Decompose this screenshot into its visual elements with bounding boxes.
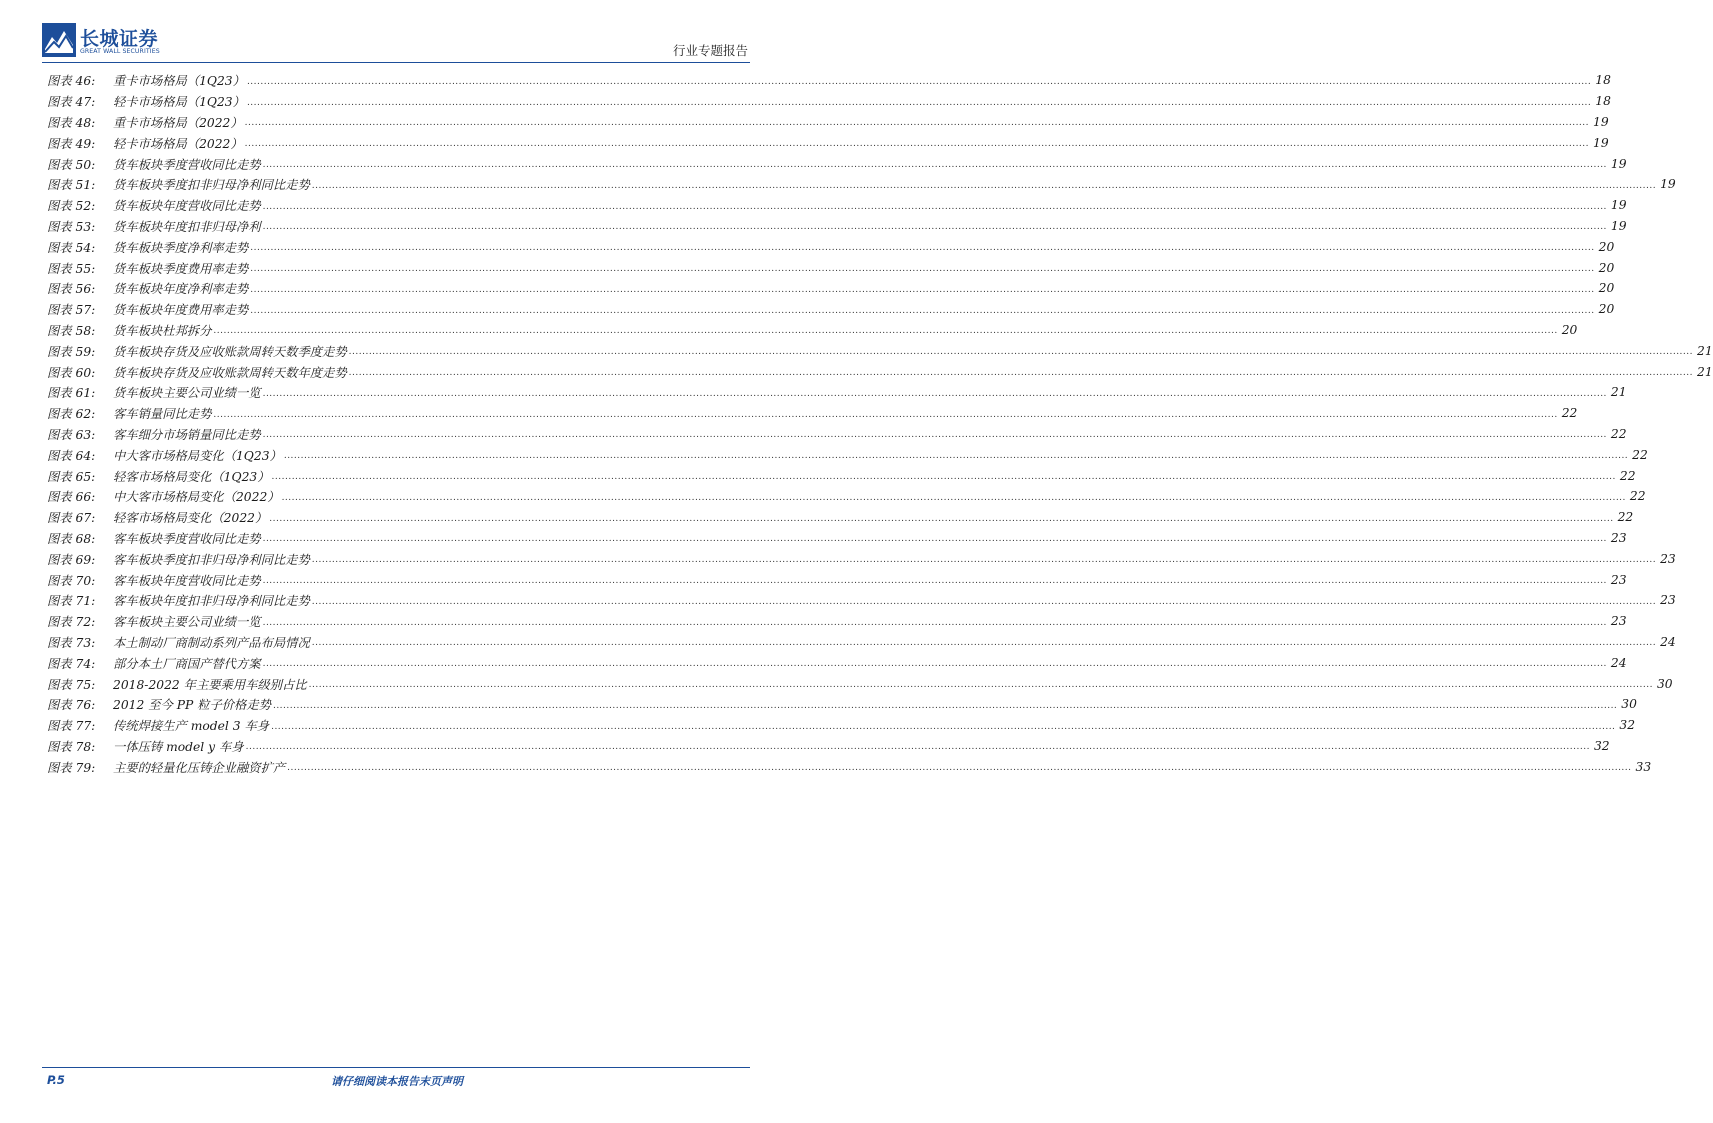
footer-disclaimer: 请仔细阅读本报告末页声明 bbox=[331, 1075, 463, 1088]
toc-dot-leader: ................................................................................................................................................................................................................................................................................................................................................................................................................ bbox=[311, 555, 1657, 566]
toc-entry-page: 22 bbox=[1610, 426, 1627, 441]
toc-entry[interactable] bbox=[47, 70, 1611, 91]
toc-entry[interactable] bbox=[47, 340, 1713, 361]
toc-entry-title: 中大客市场格局变化（2022） bbox=[113, 490, 280, 505]
toc-entry-label: 图表 73: bbox=[47, 635, 96, 650]
toc-entry-page: 20 bbox=[1561, 322, 1578, 337]
toc-entry-label: 图表 71: bbox=[47, 594, 96, 609]
toc-dot-leader: ................................................................................................................................................................................................................................................................................................................................................................................................................ bbox=[246, 76, 1592, 87]
toc-entry[interactable] bbox=[47, 174, 1676, 195]
toc-entry[interactable] bbox=[47, 590, 1676, 611]
toc-entry-label: 图表 47: bbox=[47, 95, 96, 110]
toc-entry-page: 19 bbox=[1610, 198, 1627, 213]
toc-entry-label: 图表 63: bbox=[47, 427, 96, 442]
toc-entry[interactable] bbox=[47, 112, 1609, 133]
toc-dot-leader: ................................................................................................................................................................................................................................................................................................................................................................................................................ bbox=[245, 742, 1590, 753]
toc-entry-page: 20 bbox=[1598, 281, 1615, 296]
toc-entry-label: 图表 54: bbox=[47, 240, 96, 255]
toc-entry-title: 客车板块年度营收同比走势 bbox=[113, 573, 261, 588]
toc-dot-leader: ................................................................................................................................................................................................................................................................................................................................................................................................................ bbox=[262, 159, 1607, 170]
toc-entry-label: 图表 69: bbox=[47, 552, 96, 567]
toc-dot-leader: ................................................................................................................................................................................................................................................................................................................................................................................................................ bbox=[262, 222, 1607, 233]
toc-entry-label: 图表 72: bbox=[47, 615, 96, 630]
header-divider bbox=[42, 62, 750, 63]
toc-entry-page: 19 bbox=[1610, 218, 1627, 233]
toc-entry-page: 18 bbox=[1595, 94, 1611, 109]
toc-entry-page: 19 bbox=[1593, 135, 1609, 150]
toc-entry-title: 传统焊接生产 model 3 车身 bbox=[113, 719, 270, 734]
toc-entry-page: 20 bbox=[1598, 302, 1615, 317]
toc-entry[interactable] bbox=[47, 320, 1578, 341]
toc-entry-page: 23 bbox=[1660, 593, 1676, 608]
toc-entry-title: 货车板块主要公司业绩一览 bbox=[113, 386, 261, 401]
toc-entry-title: 客车细分市场销量同比走势 bbox=[113, 427, 261, 442]
toc-dot-leader: ................................................................................................................................................................................................................................................................................................................................................................................................................ bbox=[271, 471, 1616, 482]
toc-dot-leader: ................................................................................................................................................................................................................................................................................................................................................................................................................ bbox=[262, 430, 1607, 441]
toc-dot-leader: ................................................................................................................................................................................................................................................................................................................................................................................................................ bbox=[262, 534, 1607, 545]
toc-entry-label: 图表 51: bbox=[47, 178, 96, 193]
toc-entry[interactable] bbox=[47, 216, 1627, 237]
toc-dot-leader: ................................................................................................................................................................................................................................................................................................................................................................................................................ bbox=[272, 700, 1618, 711]
toc-entry-page: 23 bbox=[1660, 551, 1676, 566]
toc-entry[interactable] bbox=[47, 673, 1673, 694]
toc-entry-page: 24 bbox=[1660, 634, 1676, 649]
toc-entry-label: 图表 76: bbox=[47, 698, 96, 713]
toc-entry-label: 图表 52: bbox=[47, 199, 96, 214]
toc-entry[interactable] bbox=[47, 444, 1648, 465]
toc-entry[interactable] bbox=[47, 299, 1615, 320]
toc-dot-leader: ................................................................................................................................................................................................................................................................................................................................................................................................................ bbox=[250, 243, 1595, 254]
toc-entry-label: 图表 59: bbox=[47, 344, 96, 359]
toc-entry-page: 19 bbox=[1660, 177, 1676, 192]
toc-dot-leader: ................................................................................................................................................................................................................................................................................................................................................................................................................ bbox=[269, 513, 1614, 524]
toc-dot-leader: ................................................................................................................................................................................................................................................................................................................................................................................................................ bbox=[262, 201, 1607, 212]
toc-entry-title: 轻卡市场格局（1Q23） bbox=[113, 95, 245, 110]
toc-entry-label: 图表 55: bbox=[47, 261, 96, 276]
toc-entry[interactable] bbox=[47, 694, 1637, 715]
toc-entry-page: 21 bbox=[1697, 364, 1713, 379]
toc-entry-title: 部分本土厂商国产替代方案 bbox=[113, 656, 261, 671]
toc-dot-leader: ................................................................................................................................................................................................................................................................................................................................................................................................................ bbox=[244, 118, 1590, 129]
toc-entry-page: 19 bbox=[1593, 114, 1609, 129]
toc-entry[interactable] bbox=[47, 153, 1627, 174]
toc-entry-page: 23 bbox=[1610, 572, 1627, 587]
toc-dot-leader: ................................................................................................................................................................................................................................................................................................................................................................................................................ bbox=[348, 347, 1693, 358]
toc-entry-page: 22 bbox=[1632, 447, 1648, 462]
toc-dot-leader: ................................................................................................................................................................................................................................................................................................................................................................................................................ bbox=[262, 575, 1607, 586]
toc-dot-leader: ................................................................................................................................................................................................................................................................................................................................................................................................................ bbox=[262, 659, 1607, 670]
toc-dot-leader: ................................................................................................................................................................................................................................................................................................................................................................................................................ bbox=[250, 263, 1595, 274]
toc-entry-label: 图表 75: bbox=[47, 677, 96, 692]
toc-entry-label: 图表 50: bbox=[47, 157, 96, 172]
toc-dot-leader: ................................................................................................................................................................................................................................................................................................................................................................................................................ bbox=[287, 763, 1632, 774]
toc-entry-label: 图表 46: bbox=[47, 74, 96, 89]
toc-entry[interactable] bbox=[47, 507, 1634, 528]
toc-entry-label: 图表 53: bbox=[47, 219, 96, 234]
toc-entry-title: 货车板块季度净利率走势 bbox=[113, 240, 249, 255]
toc-entry-page: 20 bbox=[1598, 260, 1615, 275]
toc-entry[interactable] bbox=[47, 361, 1713, 382]
toc-entry-title: 轻卡市场格局（2022） bbox=[113, 136, 243, 151]
logo-english-name: GREAT WALL SECURITIES bbox=[80, 48, 160, 55]
toc-dot-leader: ................................................................................................................................................................................................................................................................................................................................................................................................................ bbox=[271, 721, 1616, 732]
toc-entry-title: 货车板块年度净利率走势 bbox=[113, 282, 249, 297]
toc-dot-leader: ................................................................................................................................................................................................................................................................................................................................................................................................................ bbox=[281, 492, 1626, 503]
toc-entry[interactable] bbox=[47, 611, 1627, 632]
toc-entry-title: 货车板块季度营收同比走势 bbox=[113, 157, 261, 172]
toc-entry-label: 图表 60: bbox=[47, 365, 96, 380]
toc-entry-title: 货车板块存货及应收账款周转天数年度走势 bbox=[113, 365, 347, 380]
toc-dot-leader: ................................................................................................................................................................................................................................................................................................................................................................................................................ bbox=[308, 679, 1653, 690]
toc-entry-label: 图表 62: bbox=[47, 407, 96, 422]
toc-entry-label: 图表 61: bbox=[47, 386, 96, 401]
toc-entry-page: 32 bbox=[1593, 738, 1610, 753]
toc-entry-title: 客车板块季度营收同比走势 bbox=[113, 531, 261, 546]
toc-entry-title: 货车板块杜邦拆分 bbox=[113, 323, 212, 338]
toc-dot-leader: ................................................................................................................................................................................................................................................................................................................................................................................................................ bbox=[311, 180, 1657, 191]
toc-entry-label: 图表 49: bbox=[47, 136, 96, 151]
toc-entry[interactable] bbox=[47, 715, 1636, 736]
toc-dot-leader: ................................................................................................................................................................................................................................................................................................................................................................................................................ bbox=[246, 97, 1592, 108]
toc-entry-page: 20 bbox=[1598, 239, 1615, 254]
toc-entry-title: 重卡市场格局（1Q23） bbox=[113, 74, 245, 89]
toc-entry-title: 一体压铸 model y 车身 bbox=[113, 739, 244, 754]
toc-entry-title: 客车板块年度扣非归母净利同比走势 bbox=[113, 594, 310, 609]
toc-entry-label: 图表 66: bbox=[47, 490, 96, 505]
toc-dot-leader: ................................................................................................................................................................................................................................................................................................................................................................................................................ bbox=[244, 139, 1590, 150]
figure-index-list bbox=[47, 70, 1713, 777]
toc-entry-label: 图表 68: bbox=[47, 531, 96, 546]
toc-dot-leader: ................................................................................................................................................................................................................................................................................................................................................................................................................ bbox=[262, 617, 1607, 628]
toc-entry[interactable] bbox=[47, 403, 1578, 424]
company-logo bbox=[42, 23, 172, 59]
toc-entry[interactable] bbox=[47, 278, 1615, 299]
toc-entry-page: 30 bbox=[1656, 676, 1673, 691]
toc-entry[interactable] bbox=[47, 486, 1646, 507]
toc-entry[interactable] bbox=[47, 569, 1627, 590]
toc-entry-title: 货车板块年度营收同比走势 bbox=[113, 199, 261, 214]
toc-entry-page: 23 bbox=[1610, 530, 1627, 545]
toc-entry[interactable] bbox=[47, 548, 1676, 569]
toc-entry-page: 21 bbox=[1610, 385, 1627, 400]
toc-entry-title: 货车板块年度费用率走势 bbox=[113, 303, 249, 318]
toc-entry[interactable] bbox=[47, 756, 1652, 777]
toc-dot-leader: ................................................................................................................................................................................................................................................................................................................................................................................................................ bbox=[262, 388, 1607, 399]
toc-entry-page: 21 bbox=[1697, 343, 1713, 358]
toc-entry-label: 图表 58: bbox=[47, 323, 96, 338]
toc-entry-title: 客车销量同比走势 bbox=[113, 407, 212, 422]
toc-entry-title: 本土制动厂商制动系列产品布局情况 bbox=[113, 635, 310, 650]
toc-entry[interactable] bbox=[47, 736, 1610, 757]
toc-entry-title: 轻客市场格局变化（2022） bbox=[113, 511, 268, 526]
document-type-label: 行业专题报告 bbox=[672, 43, 748, 58]
toc-entry[interactable] bbox=[47, 652, 1627, 673]
toc-entry[interactable] bbox=[47, 132, 1609, 153]
toc-entry-title: 货车板块季度扣非归母净利同比走势 bbox=[113, 178, 310, 193]
toc-entry-page: 22 bbox=[1561, 406, 1578, 421]
toc-entry-label: 图表 70: bbox=[47, 573, 96, 588]
toc-entry-label: 图表 74: bbox=[47, 656, 96, 671]
toc-entry-label: 图表 65: bbox=[47, 469, 96, 484]
toc-entry-title: 客车板块季度扣非归母净利同比走势 bbox=[113, 552, 310, 567]
toc-entry-page: 23 bbox=[1610, 614, 1627, 629]
toc-dot-leader: ................................................................................................................................................................................................................................................................................................................................................................................................................ bbox=[213, 326, 1558, 337]
toc-entry[interactable] bbox=[47, 195, 1627, 216]
toc-entry-label: 图表 77: bbox=[47, 719, 96, 734]
toc-entry-title: 客车板块主要公司业绩一览 bbox=[113, 615, 261, 630]
toc-entry-title: 货车板块年度扣非归母净利 bbox=[113, 219, 261, 234]
toc-dot-leader: ................................................................................................................................................................................................................................................................................................................................................................................................................ bbox=[311, 638, 1657, 649]
great-wall-logo-icon bbox=[42, 23, 76, 57]
toc-entry[interactable] bbox=[47, 91, 1611, 112]
toc-entry-page: 32 bbox=[1619, 718, 1636, 733]
toc-entry[interactable] bbox=[47, 382, 1627, 403]
toc-entry-page: 22 bbox=[1617, 510, 1634, 525]
toc-entry[interactable] bbox=[47, 465, 1636, 486]
footer-divider bbox=[42, 1067, 750, 1068]
toc-entry[interactable] bbox=[47, 632, 1676, 653]
toc-entry-page: 30 bbox=[1621, 697, 1637, 712]
toc-entry-title: 2018-2022 年主要乘用车级别占比 bbox=[113, 677, 307, 692]
toc-entry[interactable] bbox=[47, 257, 1615, 278]
toc-entry-title: 货车板块季度费用率走势 bbox=[113, 261, 249, 276]
toc-entry-title: 货车板块存货及应收账款周转天数季度走势 bbox=[113, 344, 347, 359]
toc-entry-page: 19 bbox=[1610, 156, 1627, 171]
toc-dot-leader: ................................................................................................................................................................................................................................................................................................................................................................................................................ bbox=[213, 409, 1558, 420]
toc-entry-label: 图表 64: bbox=[47, 448, 96, 463]
toc-dot-leader: ................................................................................................................................................................................................................................................................................................................................................................................................................ bbox=[311, 596, 1657, 607]
toc-entry-page: 24 bbox=[1610, 655, 1627, 670]
page-number: P.5 bbox=[47, 1073, 65, 1087]
toc-entry-page: 22 bbox=[1629, 489, 1646, 504]
toc-dot-leader: ................................................................................................................................................................................................................................................................................................................................................................................................................ bbox=[283, 451, 1629, 462]
toc-entry-label: 图表 48: bbox=[47, 115, 96, 130]
toc-entry-label: 图表 56: bbox=[47, 282, 96, 297]
toc-entry-title: 2012 至今 PP 粒子价格走势 bbox=[113, 698, 271, 713]
logo-chinese-name: 长城证券 bbox=[80, 28, 159, 50]
toc-entry-title: 重卡市场格局（2022） bbox=[113, 115, 243, 130]
toc-entry-title: 中大客市场格局变化（1Q23） bbox=[113, 448, 282, 463]
toc-dot-leader: ................................................................................................................................................................................................................................................................................................................................................................................................................ bbox=[250, 284, 1595, 295]
toc-entry-page: 33 bbox=[1635, 759, 1652, 774]
toc-entry-label: 图表 78: bbox=[47, 739, 96, 754]
toc-entry-page: 22 bbox=[1619, 468, 1636, 483]
toc-entry[interactable] bbox=[47, 236, 1615, 257]
toc-entry-title: 主要的轻量化压铸企业融资扩产 bbox=[113, 760, 286, 775]
toc-entry[interactable] bbox=[47, 424, 1627, 445]
toc-entry-label: 图表 79: bbox=[47, 760, 96, 775]
toc-entry-title: 轻客市场格局变化（1Q23） bbox=[113, 469, 270, 484]
toc-dot-leader: ................................................................................................................................................................................................................................................................................................................................................................................................................ bbox=[348, 367, 1693, 378]
toc-entry-label: 图表 67: bbox=[47, 511, 96, 526]
toc-dot-leader: ................................................................................................................................................................................................................................................................................................................................................................................................................ bbox=[250, 305, 1595, 316]
toc-entry[interactable] bbox=[47, 528, 1627, 549]
toc-entry-label: 图表 57: bbox=[47, 303, 96, 318]
toc-entry-page: 18 bbox=[1595, 73, 1611, 88]
